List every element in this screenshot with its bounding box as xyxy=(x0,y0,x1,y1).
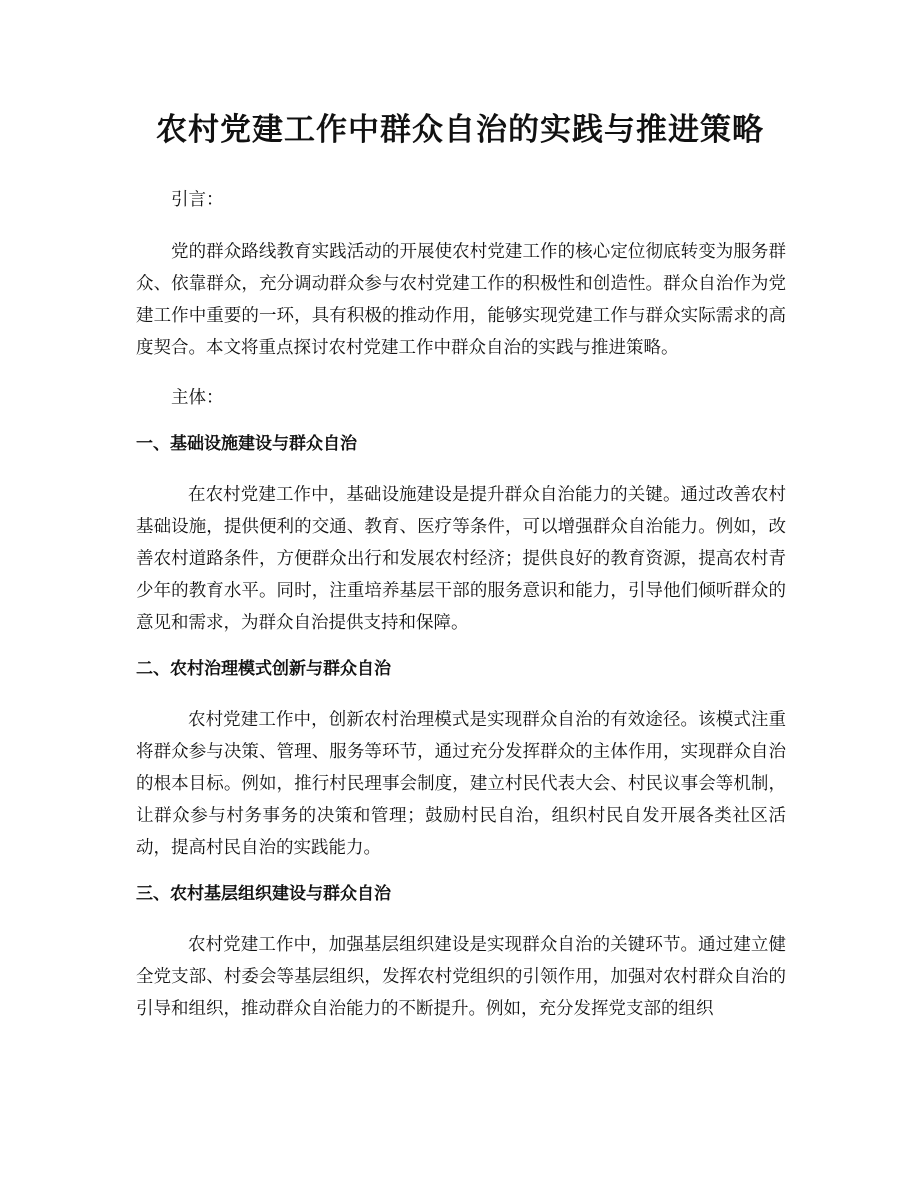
section-heading-2: 二、农村治理模式创新与群众自治 xyxy=(136,659,391,679)
section-heading-3: 三、农村基层组织建设与群众自治 xyxy=(136,884,391,904)
section-paragraph-3: 农村党建工作中，加强基层组织建设是实现群众自治的关键环节。通过建立健全党支部、村委会等基层组织，发挥农村党组织的引领作用，加强对农村群众自治的引导和组织，推动群众自治能力的不断提升。例如，充分发挥党支部的组织 xyxy=(136,935,786,1019)
intro-paragraph: 党的群众路线教育实践活动的开展使农村党建工作的核心定位彻底转变为服务群众、依靠群众，充分调动群众参与农村党建工作的积极性和创造性。群众自治作为党建工作中重要的一环，具有积极的推动作用，能够实现党建工作与群众实际需求的高度契合。本文将重点探讨农村党建工作中群众自治的实践与推进策略。 xyxy=(136,242,786,358)
section-paragraph-1: 在农村党建工作中，基础设施建设是提升群众自治能力的关键。通过改善农村基础设施，提供便利的交通、教育、医疗等条件，可以增强群众自治能力。例如，改善农村道路条件，方便群众出行和发展农村经济；提供良好的教育资源，提高农村青少年的教育水平。同时，注重培养基层干部的服务意识和能力，引导他们倾听群众的意见和需求，为群众自治提供支持和保障。 xyxy=(136,485,786,633)
intro-label: 引言： xyxy=(171,190,224,210)
section-heading-1: 一、基础设施建设与群众自治 xyxy=(136,434,357,454)
page-title: 农村党建工作中群众自治的实践与推进策略 xyxy=(156,112,764,148)
document-body xyxy=(136,184,786,1025)
section-paragraph-2: 农村党建工作中，创新农村治理模式是实现群众自治的有效途径。该模式注重将群众参与决策、管理、服务等环节，通过充分发挥群众的主体作用，实现群众自治的根本目标。例如，推行村民理事会制度，建立村民代表大会、村民议事会等机制，让群众参与村务事务的决策和管理；鼓励村民自治，组织村民自发开展各类社区活动，提高村民自治的实践能力。 xyxy=(136,710,786,858)
body-label: 主体： xyxy=(171,388,224,408)
